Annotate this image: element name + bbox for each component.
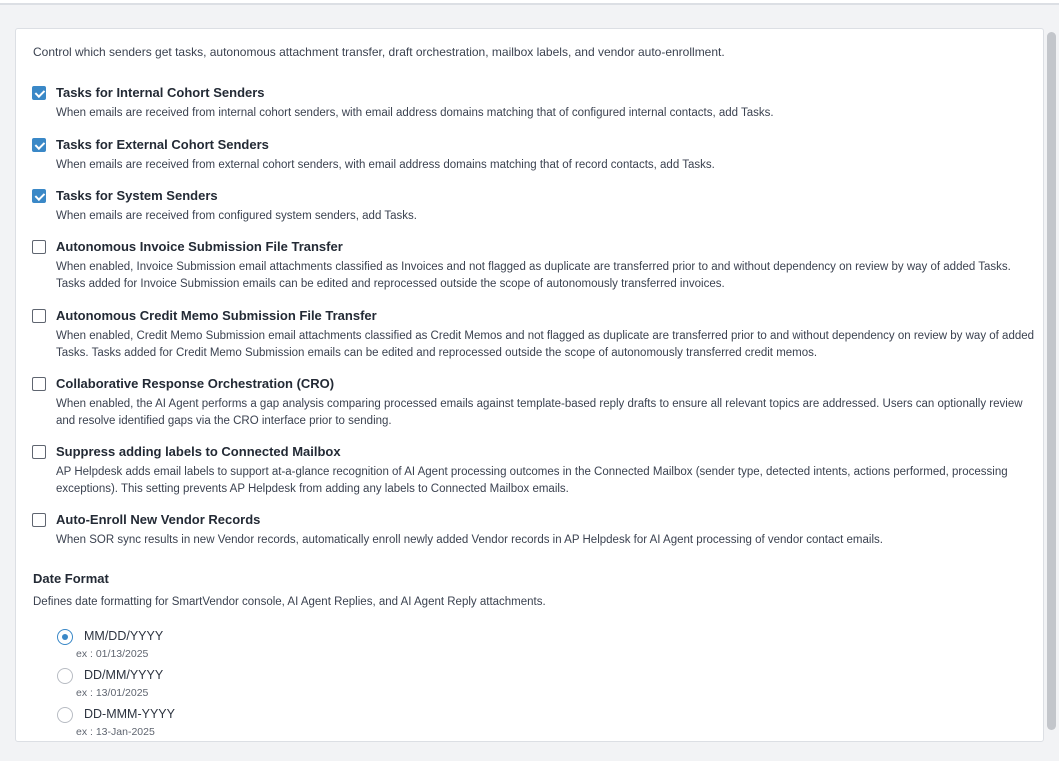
radio-example: ex : 13-Jan-2025 (76, 726, 155, 738)
option-title: Autonomous Credit Memo Submission File Transfer (56, 308, 377, 323)
checkbox-credit-memo-transfer[interactable] (32, 309, 46, 323)
checkbox-internal-cohort[interactable] (32, 86, 46, 100)
option-description: When enabled, Credit Memo Submission email attachments classified as Credit Memos and not flagged as duplicate are transferred prior to and without dependency on review by way of added Tasks. Tasks added for Credit Memo Submission emails can be edited and reprocessed outside the scope of autonomously transferred credit memos. (56, 330, 1035, 359)
checkbox-auto-enroll[interactable] (32, 513, 46, 527)
option-title: Tasks for External Cohort Senders (56, 137, 269, 152)
option-title: Collaborative Response Orchestration (CRO) (56, 376, 335, 391)
option-title: Autonomous Invoice Submission File Transfer (56, 239, 343, 254)
option-description: When emails are received from configured system senders, add Tasks. (56, 210, 417, 222)
option-title: Tasks for System Senders (56, 188, 218, 203)
radio-example: ex : 13/01/2025 (76, 687, 149, 699)
radio-mm-dd-yyyy[interactable] (57, 629, 73, 645)
option-description: AP Helpdesk adds email labels to support at-a-glance recognition of AI Agent processing outcomes in the Connected Mailbox (sender type, detected intents, actions performed, processing exceptions). This setting prevents AP Helpdesk from adding any labels to Connected Mailbox emails. (56, 466, 1008, 495)
checkbox-invoice-transfer[interactable] (32, 240, 46, 254)
option-description: When SOR sync results in new Vendor records, automatically enroll newly added Vendor records in AP Helpdesk for AI Agent processing of vendor contact emails. (56, 534, 883, 546)
option-title: Tasks for Internal Cohort Senders (56, 85, 265, 100)
option-description: When enabled, Invoice Submission email attachments classified as Invoices and not flagged as duplicate are transferred prior to and without dependency on review by way of added Tasks. Tasks added for Invoice Submission emails can be edited and reprocessed outside the scope of autonomously transferred invoices. (56, 261, 1011, 290)
checkbox-system-senders[interactable] (32, 189, 46, 203)
option-title: Auto-Enroll New Vendor Records (56, 512, 261, 527)
option-description: When emails are received from external cohort senders, with email address domains matching that of record contacts, add Tasks. (56, 159, 715, 171)
radio-example: ex : 01/13/2025 (76, 648, 149, 660)
option-title: Suppress adding labels to Connected Mailbox (56, 444, 341, 459)
top-bar (0, 0, 1059, 5)
radio-dd-mmm-yyyy[interactable] (57, 707, 73, 723)
option-description: When enabled, the AI Agent performs a gap analysis comparing processed emails against template-based reply drafts to ensure all relevant topics are addressed. Users can optionally review and resolve identified gaps via the CRO interface prior to sending. (56, 398, 1023, 427)
checkbox-cro[interactable] (32, 377, 46, 391)
scrollbar-thumb[interactable] (1047, 32, 1056, 730)
radio-label[interactable]: DD-MMM-YYYY (84, 707, 175, 721)
option-description: When emails are received from internal cohort senders, with email address domains matching that of configured internal contacts, add Tasks. (56, 107, 774, 119)
radio-label[interactable]: DD/MM/YYYY (84, 668, 164, 682)
settings-panel (15, 28, 1044, 742)
date-format-description: Defines date formatting for SmartVendor console, AI Agent Replies, and AI Agent Reply attachments. (33, 596, 546, 608)
date-format-title: Date Format (33, 571, 109, 586)
radio-dd-mm-yyyy[interactable] (57, 668, 73, 684)
checkbox-external-cohort[interactable] (32, 138, 46, 152)
checkbox-suppress-labels[interactable] (32, 445, 46, 459)
intro-text: Control which senders get tasks, autonomous attachment transfer, draft orchestration, mailbox labels, and vendor auto-enrollment. (33, 45, 725, 59)
radio-label[interactable]: MM/DD/YYYY (84, 629, 164, 643)
